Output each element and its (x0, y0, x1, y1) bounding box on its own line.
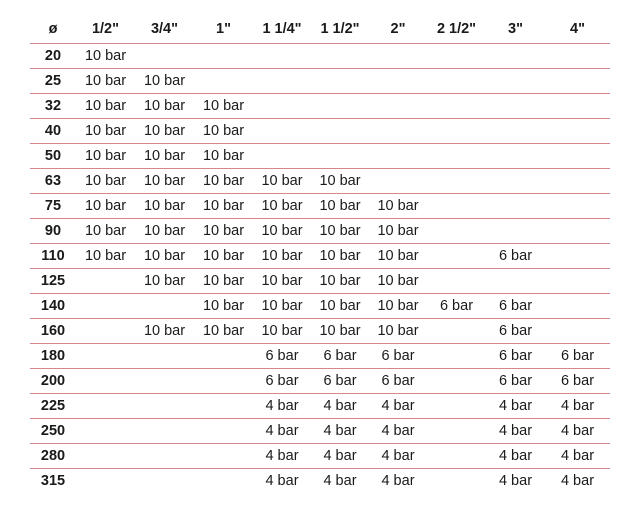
pressure-cell (369, 119, 427, 144)
table-row (30, 444, 610, 469)
pressure-cell (427, 369, 486, 394)
pressure-cell: 10 bar (253, 269, 311, 294)
pressure-cell (76, 294, 135, 319)
pressure-cell: 4 bar (369, 444, 427, 469)
diameter-cell: 225 (30, 394, 76, 419)
pressure-cell: 10 bar (135, 269, 194, 294)
pressure-cell: 10 bar (194, 244, 253, 269)
pressure-cell: 10 bar (253, 294, 311, 319)
pressure-cell: 6 bar (311, 369, 369, 394)
table-row (30, 219, 610, 244)
header-thread-size: 1/2" (76, 14, 135, 44)
pressure-cell (135, 469, 194, 494)
pressure-cell (545, 44, 610, 69)
pressure-cell: 10 bar (76, 194, 135, 219)
diameter-cell: 180 (30, 344, 76, 369)
pressure-cell (369, 44, 427, 69)
pressure-cell: 6 bar (486, 294, 545, 319)
pressure-cell (253, 144, 311, 169)
table-row (30, 94, 610, 119)
pressure-cell: 4 bar (486, 444, 545, 469)
pressure-cell (427, 119, 486, 144)
pressure-cell: 10 bar (76, 219, 135, 244)
pressure-cell (194, 369, 253, 394)
pressure-cell: 4 bar (311, 394, 369, 419)
pressure-cell (76, 269, 135, 294)
pressure-cell: 10 bar (76, 119, 135, 144)
diameter-cell: 125 (30, 269, 76, 294)
pressure-cell: 10 bar (311, 319, 369, 344)
pressure-cell (486, 219, 545, 244)
pressure-cell: 10 bar (311, 269, 369, 294)
header-diameter: ø (30, 14, 76, 44)
pressure-cell: 10 bar (194, 169, 253, 194)
pressure-cell (486, 119, 545, 144)
pressure-cell: 4 bar (545, 419, 610, 444)
pressure-cell (545, 119, 610, 144)
diameter-cell: 280 (30, 444, 76, 469)
pressure-cell: 10 bar (253, 194, 311, 219)
pressure-cell (76, 394, 135, 419)
table-row (30, 419, 610, 444)
pressure-cell: 6 bar (545, 344, 610, 369)
pressure-cell: 10 bar (194, 294, 253, 319)
diameter-cell: 75 (30, 194, 76, 219)
pressure-cell: 10 bar (76, 169, 135, 194)
header-thread-size: 3" (486, 14, 545, 44)
pressure-cell: 6 bar (369, 344, 427, 369)
pressure-cell: 6 bar (253, 369, 311, 394)
pressure-cell: 4 bar (265, 473, 299, 489)
pressure-cell (135, 294, 194, 319)
pressure-cell: 4 bar (545, 444, 610, 469)
diameter-cell: 200 (30, 369, 76, 394)
pressure-cell: 10 bar (76, 94, 135, 119)
pressure-cell: 6 bar (486, 244, 545, 269)
table-row (30, 344, 610, 369)
pressure-cell (427, 194, 486, 219)
pressure-cell: 4 bar (253, 444, 311, 469)
table-row (30, 144, 610, 169)
pressure-cell (486, 269, 545, 294)
pressure-cell: 6 bar (486, 369, 545, 394)
pressure-cell: 10 bar (194, 269, 253, 294)
pressure-cell: 4 bar (369, 394, 427, 419)
pressure-cell (545, 319, 610, 344)
pressure-cell (427, 469, 486, 494)
table-row (30, 319, 610, 344)
pressure-cell (194, 444, 253, 469)
pressure-cell (427, 244, 486, 269)
pressure-cell (76, 469, 135, 494)
pressure-cell (194, 394, 253, 419)
pressure-cell: 10 bar (311, 194, 369, 219)
pressure-cell (486, 194, 545, 219)
pressure-cell: 4 bar (311, 444, 369, 469)
pressure-cell: 6 bar (369, 369, 427, 394)
diameter-cell: 250 (30, 419, 76, 444)
pressure-cell: 4 bar (253, 419, 311, 444)
pressure-cell (76, 419, 135, 444)
pressure-cell (369, 169, 427, 194)
pressure-cell: 10 bar (76, 44, 135, 69)
pressure-cell (253, 44, 311, 69)
pressure-cell (135, 444, 194, 469)
pressure-cell (486, 44, 545, 69)
pressure-cell (135, 344, 194, 369)
table-row (30, 69, 610, 94)
pressure-cell (135, 419, 194, 444)
pressure-cell (427, 344, 486, 369)
diameter-cell: 63 (30, 169, 76, 194)
pressure-cell (194, 344, 253, 369)
pressure-cell: 10 bar (253, 244, 311, 269)
header-thread-size: 2" (369, 14, 427, 44)
pressure-cell (545, 169, 610, 194)
pressure-cell (427, 44, 486, 69)
header-thread-size: 1" (194, 14, 253, 44)
pressure-cell (194, 469, 253, 494)
pressure-cell (76, 444, 135, 469)
pressure-cell (486, 169, 545, 194)
pressure-cell (427, 219, 486, 244)
pressure-cell (135, 369, 194, 394)
pressure-cell: 10 bar (311, 294, 369, 319)
diameter-cell: 160 (30, 319, 76, 344)
pressure-cell (427, 169, 486, 194)
pressure-cell (427, 144, 486, 169)
diameter-cell: 315 (40, 473, 66, 489)
pressure-cell: 4 bar (381, 473, 415, 489)
pressure-cell (427, 419, 486, 444)
pressure-cell: 10 bar (135, 144, 194, 169)
pressure-cell (427, 269, 486, 294)
pressure-cell: 10 bar (135, 169, 194, 194)
pressure-cell: 10 bar (194, 219, 253, 244)
pressure-cell (545, 294, 610, 319)
header-thread-size: 1 1/4" (253, 14, 311, 44)
pressure-cell: 4 bar (498, 473, 533, 489)
pressure-cell (253, 119, 311, 144)
pressure-cell: 10 bar (135, 119, 194, 144)
header-thread-size: 3/4" (135, 14, 194, 44)
pressure-cell: 10 bar (135, 319, 194, 344)
pressure-cell: 10 bar (253, 219, 311, 244)
table-row (30, 194, 610, 219)
pressure-cell: 10 bar (253, 169, 311, 194)
pressure-cell: 10 bar (135, 219, 194, 244)
pressure-cell: 10 bar (369, 194, 427, 219)
pressure-cell: 10 bar (135, 244, 194, 269)
table-row (30, 369, 610, 394)
diameter-cell: 20 (30, 44, 76, 69)
pressure-cell: 10 bar (76, 69, 135, 94)
pressure-cell: 10 bar (369, 319, 427, 344)
pressure-cell: 6 bar (486, 319, 545, 344)
pressure-cell (369, 144, 427, 169)
pressure-cell (545, 244, 610, 269)
pressure-cell: 10 bar (194, 144, 253, 169)
header-thread-size: 2 1/2" (427, 14, 486, 44)
pressure-cell (486, 69, 545, 94)
pressure-cell: 10 bar (135, 194, 194, 219)
diameter-cell: 25 (30, 69, 76, 94)
pressure-cell (486, 94, 545, 119)
pressure-cell: 4 bar (560, 473, 595, 489)
diameter-cell: 90 (30, 219, 76, 244)
table-row (30, 244, 610, 269)
pressure-cell: 4 bar (369, 419, 427, 444)
pressure-cell (311, 144, 369, 169)
header-thread-size: 1 1/2" (311, 14, 369, 44)
pressure-cell (545, 194, 610, 219)
header-row (30, 14, 610, 44)
pressure-cell (311, 94, 369, 119)
pressure-cell (311, 69, 369, 94)
pressure-cell (427, 394, 486, 419)
table-row (30, 394, 610, 419)
pressure-cell: 10 bar (369, 294, 427, 319)
pressure-cell (253, 94, 311, 119)
pressure-cell: 6 bar (427, 294, 486, 319)
table-header (30, 14, 610, 44)
pressure-rating-table (30, 14, 610, 493)
pressure-cell: 10 bar (194, 94, 253, 119)
pressure-cell: 4 bar (323, 473, 357, 489)
pressure-cell: 4 bar (486, 419, 545, 444)
pressure-cell (369, 94, 427, 119)
pressure-cell (76, 369, 135, 394)
pressure-cell: 4 bar (486, 394, 545, 419)
pressure-cell: 6 bar (311, 344, 369, 369)
pressure-cell (545, 69, 610, 94)
pressure-cell: 6 bar (545, 369, 610, 394)
pressure-cell (76, 344, 135, 369)
pressure-cell (253, 69, 311, 94)
pressure-cell (194, 44, 253, 69)
pressure-cell: 4 bar (545, 394, 610, 419)
pressure-cell: 10 bar (76, 144, 135, 169)
pressure-cell: 10 bar (135, 69, 194, 94)
table-body (30, 44, 610, 494)
diameter-cell: 50 (30, 144, 76, 169)
pressure-cell (135, 44, 194, 69)
pressure-cell (369, 69, 427, 94)
table-row (30, 269, 610, 294)
pressure-cell (311, 119, 369, 144)
pressure-cell: 10 bar (311, 219, 369, 244)
pressure-cell (76, 319, 135, 344)
pressure-cell: 10 bar (311, 169, 369, 194)
header-thread-size: 4" (545, 14, 610, 44)
pressure-cell: 10 bar (194, 119, 253, 144)
table-row (30, 294, 610, 319)
pressure-cell: 10 bar (369, 269, 427, 294)
pressure-cell (545, 269, 610, 294)
diameter-cell: 110 (30, 244, 76, 269)
pressure-cell (486, 144, 545, 169)
pressure-cell: 10 bar (76, 244, 135, 269)
pressure-cell (427, 319, 486, 344)
pressure-cell (545, 144, 610, 169)
table-row (30, 44, 610, 69)
pressure-cell (427, 69, 486, 94)
table-row (30, 119, 610, 144)
pressure-cell: 4 bar (253, 394, 311, 419)
pressure-cell: 10 bar (369, 244, 427, 269)
pressure-cell (427, 444, 486, 469)
pressure-cell: 4 bar (311, 419, 369, 444)
pressure-cell (427, 94, 486, 119)
pressure-cell: 6 bar (486, 344, 545, 369)
pressure-cell (194, 69, 253, 94)
pressure-cell: 10 bar (369, 219, 427, 244)
pressure-cell (545, 219, 610, 244)
pressure-cell: 10 bar (135, 94, 194, 119)
table-row (30, 169, 610, 194)
pressure-cell: 10 bar (194, 319, 253, 344)
pressure-cell (135, 394, 194, 419)
pressure-cell: 10 bar (253, 319, 311, 344)
pressure-cell (545, 94, 610, 119)
pressure-cell: 10 bar (194, 194, 253, 219)
pressure-cell: 10 bar (311, 244, 369, 269)
diameter-cell: 140 (30, 294, 76, 319)
pressure-cell (194, 419, 253, 444)
diameter-cell: 40 (30, 119, 76, 144)
table-row (30, 469, 610, 494)
pressure-cell (311, 44, 369, 69)
pressure-cell: 6 bar (253, 344, 311, 369)
diameter-cell: 32 (30, 94, 76, 119)
